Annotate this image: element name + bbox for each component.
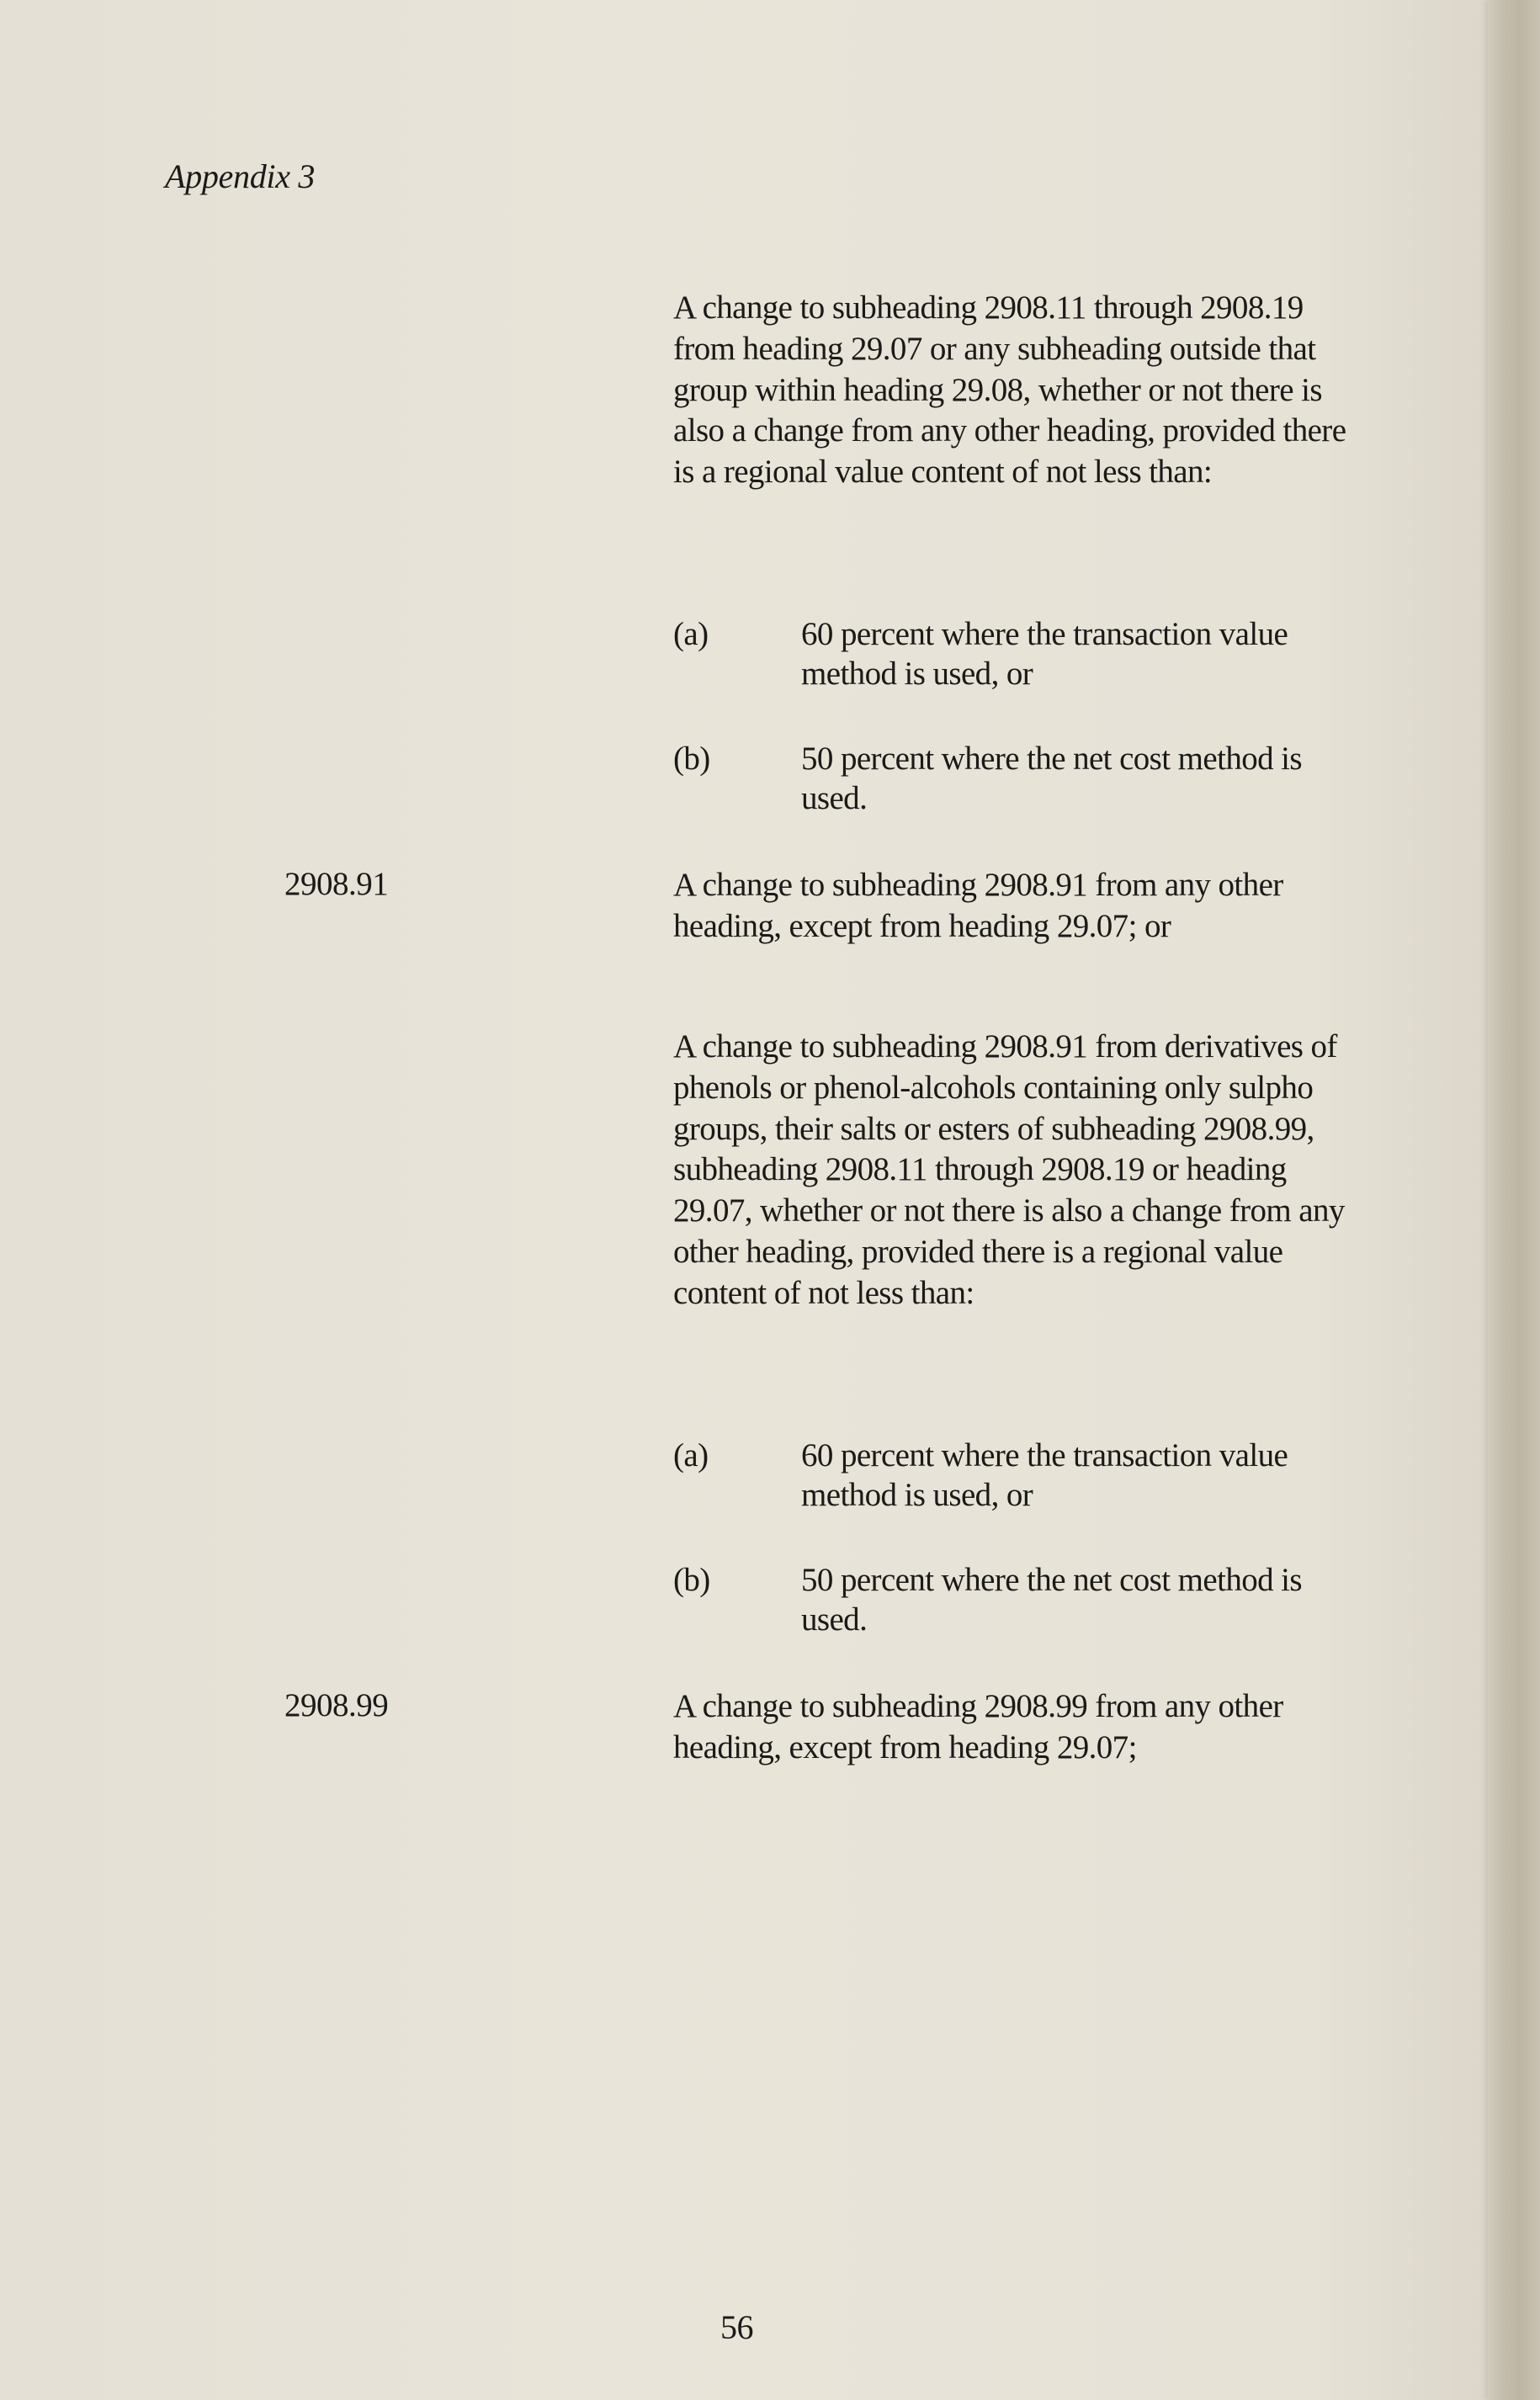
page-edge-shadow [1488, 0, 1540, 2400]
rule-text: A change to subheading 2908.11 through 2908.19 from heading 29.07 or any subheading outside that group within heading 29.08, whether or not there is also a change from any other heading, provided there is a regional value content of not less than: [673, 289, 1346, 491]
subheading-code: 2908.99 [284, 1687, 389, 1723]
item-marker: (b) [673, 1562, 710, 1598]
item-marker: (a) [673, 616, 709, 652]
page-number: 56 [720, 2308, 753, 2346]
item-marker: (a) [673, 1437, 709, 1473]
subheading-code: 2908.91 [284, 866, 389, 902]
item-text: 50 percent where the net cost method is used. [801, 1562, 1302, 1638]
running-head: Appendix 3 [165, 157, 316, 195]
rule-text: A change to subheading 2908.99 from any other heading, except from heading 29.07; [673, 1688, 1283, 1765]
rule-text: A change to subheading 2908.91 from any other heading, except from heading 29.07; or [673, 867, 1283, 944]
item-marker: (b) [673, 741, 710, 777]
rule-text: A change to subheading 2908.91 from derivatives of phenols or phenol-alcohols containing only sulpho groups, their salts or esters of subheading 2908.99, subheading 2908.11 through 2908.19 or heading 29.07, whether or not there is also a change from any other heading, provided there is a regional value content of not less than: [673, 1028, 1345, 1311]
item-text: 60 percent where the transaction value method is used, or [801, 1437, 1288, 1513]
item-text: 50 percent where the net cost method is used. [801, 741, 1302, 816]
item-text: 60 percent where the transaction value method is used, or [801, 616, 1288, 692]
